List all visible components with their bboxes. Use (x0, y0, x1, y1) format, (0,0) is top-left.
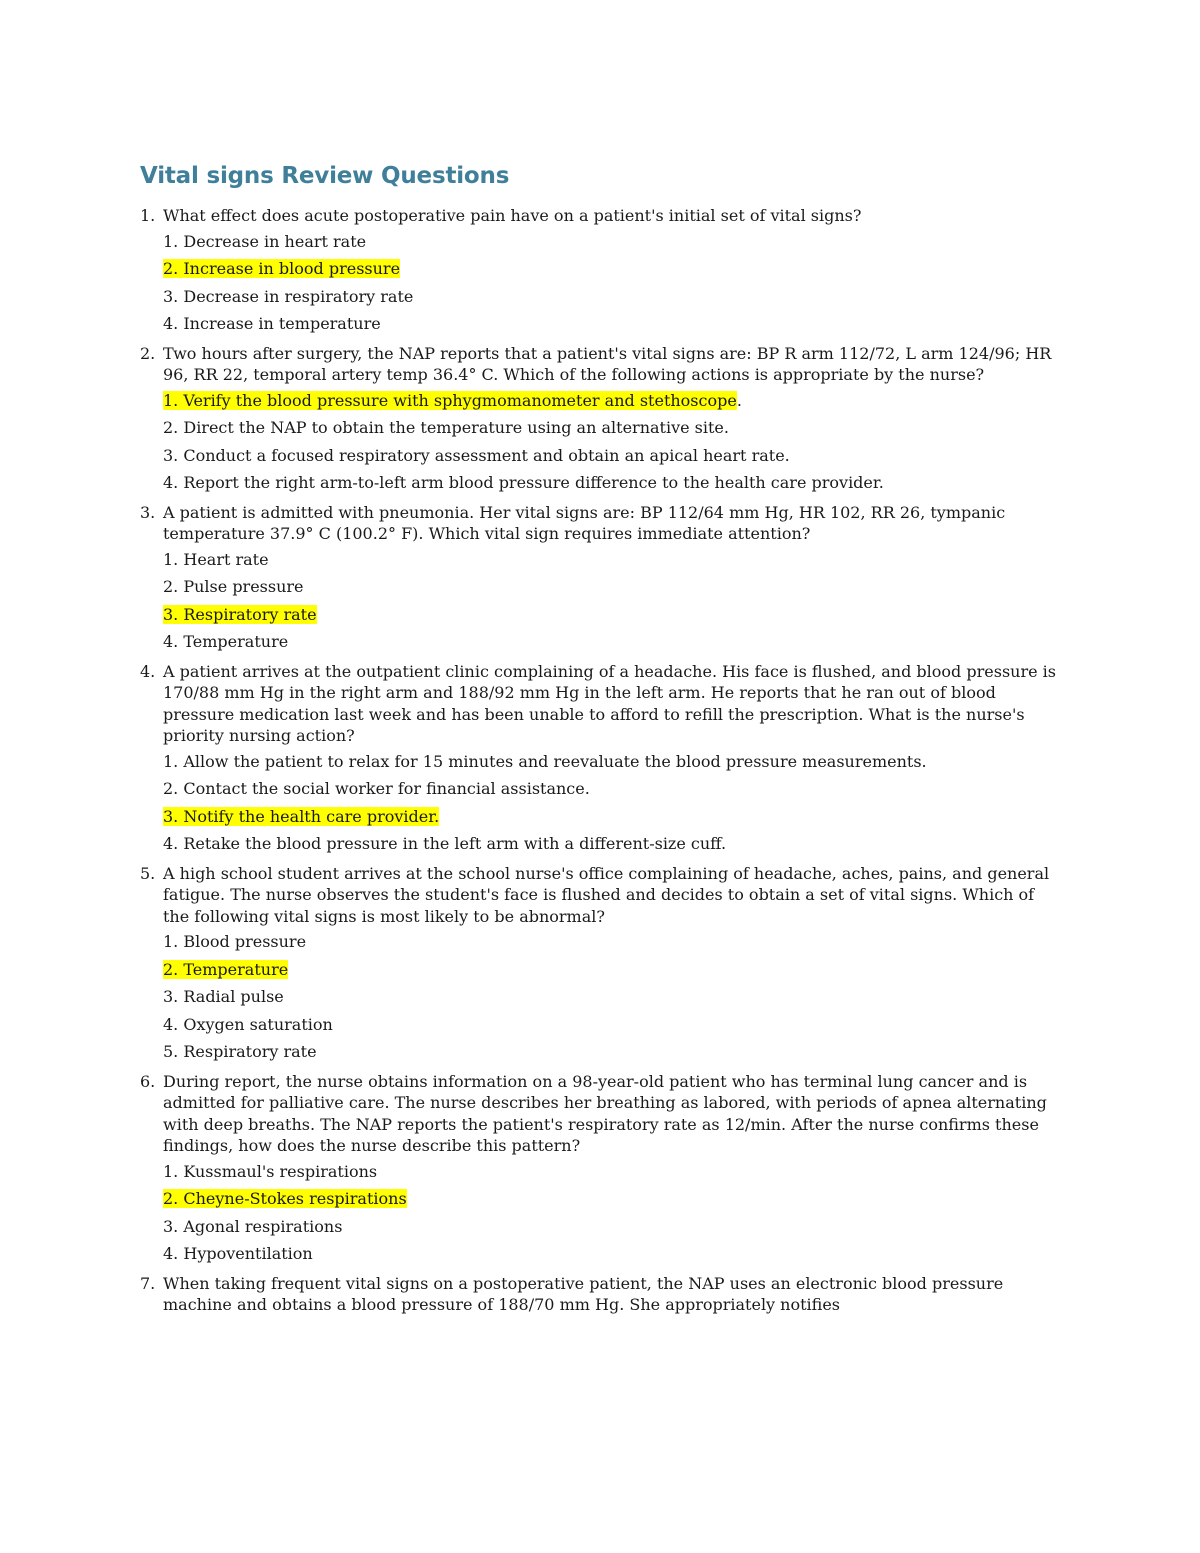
answer-option (163, 286, 1060, 308)
option-text: Report the right arm-to-left arm blood pressure difference to the health care provider. (183, 473, 884, 492)
answer-option (163, 472, 1060, 494)
option-number: 1. (163, 390, 179, 410)
highlighted-answer (163, 1189, 407, 1208)
option-number: 3. (163, 1216, 179, 1236)
option-content (163, 632, 288, 651)
option-number: 5. (163, 1042, 179, 1061)
question-number: 7. (140, 1273, 156, 1293)
answer-option (163, 986, 1060, 1008)
answer-option (163, 445, 1060, 467)
option-number: 3. (163, 445, 179, 465)
option-text: Agonal respirations (183, 1216, 343, 1236)
question-number: 2. (140, 343, 156, 363)
option-number: 4. (163, 1014, 179, 1034)
option-text: Retake the blood pressure in the left arm with a different-size cuff. (183, 834, 727, 853)
option-content (163, 1244, 313, 1263)
option-number: 1. (163, 231, 179, 251)
answer-option (163, 931, 1060, 953)
answer-option (163, 231, 1060, 253)
answer-options (163, 390, 1060, 494)
question-item (140, 863, 1060, 1063)
question-number: 6. (140, 1071, 156, 1091)
option-text: Respiratory rate (183, 1042, 317, 1061)
option-text: Notify the health care provider. (183, 806, 440, 826)
answer-options (163, 931, 1060, 1063)
option-text: Kussmaul's respirations (183, 1161, 378, 1181)
option-text: Conduct a focused respiratory assessment and obtain an apical heart rate. (183, 445, 790, 465)
answer-option (163, 313, 1060, 335)
question-item (140, 1273, 1060, 1316)
option-content (163, 834, 726, 853)
option-text: Cheyne-Stokes respirations (183, 1189, 407, 1208)
option-number: 3. (163, 806, 179, 826)
option-text: Decrease in heart rate (183, 231, 367, 251)
option-content (163, 752, 927, 771)
answer-option-correct (163, 959, 1060, 981)
question-list (140, 205, 1060, 1324)
answer-options (163, 231, 1060, 335)
option-text: Temperature (183, 959, 289, 979)
question-text: When taking frequent vital signs on a postoperative patient, the NAP uses an electronic blood pressure machine and obtains a blood pressure of 188/70 mm Hg. She appropriately notifies (163, 1273, 1004, 1314)
question-item (140, 1071, 1060, 1265)
option-text: Oxygen saturation (183, 1014, 333, 1034)
answer-option (163, 751, 1060, 773)
option-content (163, 232, 366, 251)
option-text: Increase in blood pressure (183, 259, 401, 278)
option-content (163, 446, 790, 465)
option-text: Heart rate (183, 549, 269, 569)
answer-option (163, 1243, 1060, 1265)
option-text: Blood pressure (183, 932, 307, 951)
option-suffix: . (736, 390, 742, 410)
option-number: 4. (163, 1244, 179, 1263)
answer-option (163, 576, 1060, 598)
answer-option (163, 1161, 1060, 1183)
page-title: Vital signs Review Questions (140, 163, 510, 189)
option-number: 1. (163, 549, 179, 569)
answer-option (163, 833, 1060, 855)
question-item (140, 343, 1060, 494)
question-number: 5. (140, 863, 156, 883)
option-text: Increase in temperature (183, 314, 381, 333)
option-text: Temperature (183, 632, 289, 651)
answer-option (163, 1041, 1060, 1063)
option-number: 1. (163, 932, 179, 951)
answer-option (163, 631, 1060, 653)
option-number: 3. (163, 286, 179, 306)
option-number: 2. (163, 959, 179, 979)
answer-option (163, 1216, 1060, 1238)
answer-options (163, 549, 1060, 653)
option-number: 4. (163, 314, 179, 333)
question-number: 3. (140, 502, 156, 522)
question-text: Two hours after surgery, the NAP reports that a patient's vital signs are: BP R arm 112/72, L arm 124/96; HR 96, RR 22, temporal artery temp 36.4° C. Which of the following actions is appropriate by the nurse? (163, 343, 1052, 384)
question-text: A patient is admitted with pneumonia. Her vital signs are: BP 112/64 mm Hg, HR 102, RR 26, tympanic temperature 37.9° C (100.2° F). Which vital sign requires immediate attention? (163, 502, 1006, 543)
option-content (163, 1042, 317, 1061)
option-text: Pulse pressure (183, 577, 304, 596)
option-number: 2. (163, 779, 179, 798)
option-content (163, 314, 381, 333)
option-number: 2. (163, 418, 179, 437)
option-number: 2. (163, 259, 179, 278)
answer-option-correct (163, 604, 1060, 626)
option-number: 3. (163, 604, 179, 624)
answer-option-correct (163, 258, 1060, 280)
answer-option (163, 778, 1060, 800)
question-item (140, 502, 1060, 653)
highlighted-answer (163, 807, 439, 826)
answer-option-correct (163, 1188, 1060, 1210)
answer-option (163, 417, 1060, 439)
question-text: What effect does acute postoperative pain have on a patient's initial set of vital signs? (163, 206, 862, 225)
option-content (163, 418, 729, 437)
answer-option (163, 1014, 1060, 1036)
option-content (163, 779, 590, 798)
option-number: 1. (163, 751, 179, 771)
option-text: Respiratory rate (183, 604, 317, 624)
option-number: 3. (163, 987, 179, 1006)
option-number: 4. (163, 473, 179, 492)
option-text: Allow the patient to relax for 15 minutes and reevaluate the blood pressure measurements. (183, 751, 927, 771)
option-content (163, 473, 884, 492)
question-number: 1. (140, 206, 156, 225)
option-text: Direct the NAP to obtain the temperature using an alternative site. (183, 418, 729, 437)
option-text: Hypoventilation (183, 1244, 313, 1263)
highlighted-answer (163, 391, 737, 410)
question-number: 4. (140, 661, 156, 681)
option-content (163, 577, 304, 596)
option-content (163, 1015, 333, 1034)
option-content (163, 1217, 342, 1236)
option-text: Decrease in respiratory rate (183, 286, 414, 306)
option-text: Contact the social worker for financial assistance. (183, 779, 590, 798)
option-content (163, 287, 413, 306)
option-number: 4. (163, 632, 179, 651)
option-number: 2. (163, 577, 179, 596)
answer-option-correct (163, 390, 1060, 412)
option-text: Verify the blood pressure with sphygmomanometer and stethoscope (183, 390, 737, 410)
option-text: Radial pulse (183, 987, 284, 1006)
question-text: A patient arrives at the outpatient clinic complaining of a headache. His face is flushed, and blood pressure is 170/88 mm Hg in the right arm and 188/92 mm Hg in the left arm. He reports that he ran out of blood pressure medication last week and has been unable to afford to refill the prescription. What is the nurse's priority nursing action? (163, 661, 1056, 745)
option-number: 4. (163, 834, 179, 853)
answer-options (163, 1161, 1060, 1265)
option-number: 2. (163, 1189, 179, 1208)
highlighted-answer (163, 605, 317, 624)
option-content (163, 987, 284, 1006)
answer-option-correct (163, 806, 1060, 828)
answer-options (163, 751, 1060, 855)
question-text: A high school student arrives at the school nurse's office complaining of headache, aches, pains, and general fatigue. The nurse observes the student's face is flushed and decides to obtain a set of vital signs. Which of the following vital signs is most likely to be abnormal? (163, 863, 1050, 926)
highlighted-answer (163, 259, 400, 278)
answer-option (163, 549, 1060, 571)
question-item (140, 661, 1060, 855)
option-content (163, 932, 306, 951)
option-content (163, 550, 269, 569)
question-item (140, 205, 1060, 335)
option-number: 1. (163, 1161, 179, 1181)
option-content (163, 1162, 377, 1181)
highlighted-answer (163, 960, 288, 979)
question-text: During report, the nurse obtains information on a 98-year-old patient who has terminal lung cancer and is admitted for palliative care. The nurse describes her breathing as labored, with periods of apnea alternating with deep breaths. The NAP reports the patient's respiratory rate as 12/min. After the nurse confirms these findings, how does the nurse describe this pattern? (163, 1071, 1047, 1155)
